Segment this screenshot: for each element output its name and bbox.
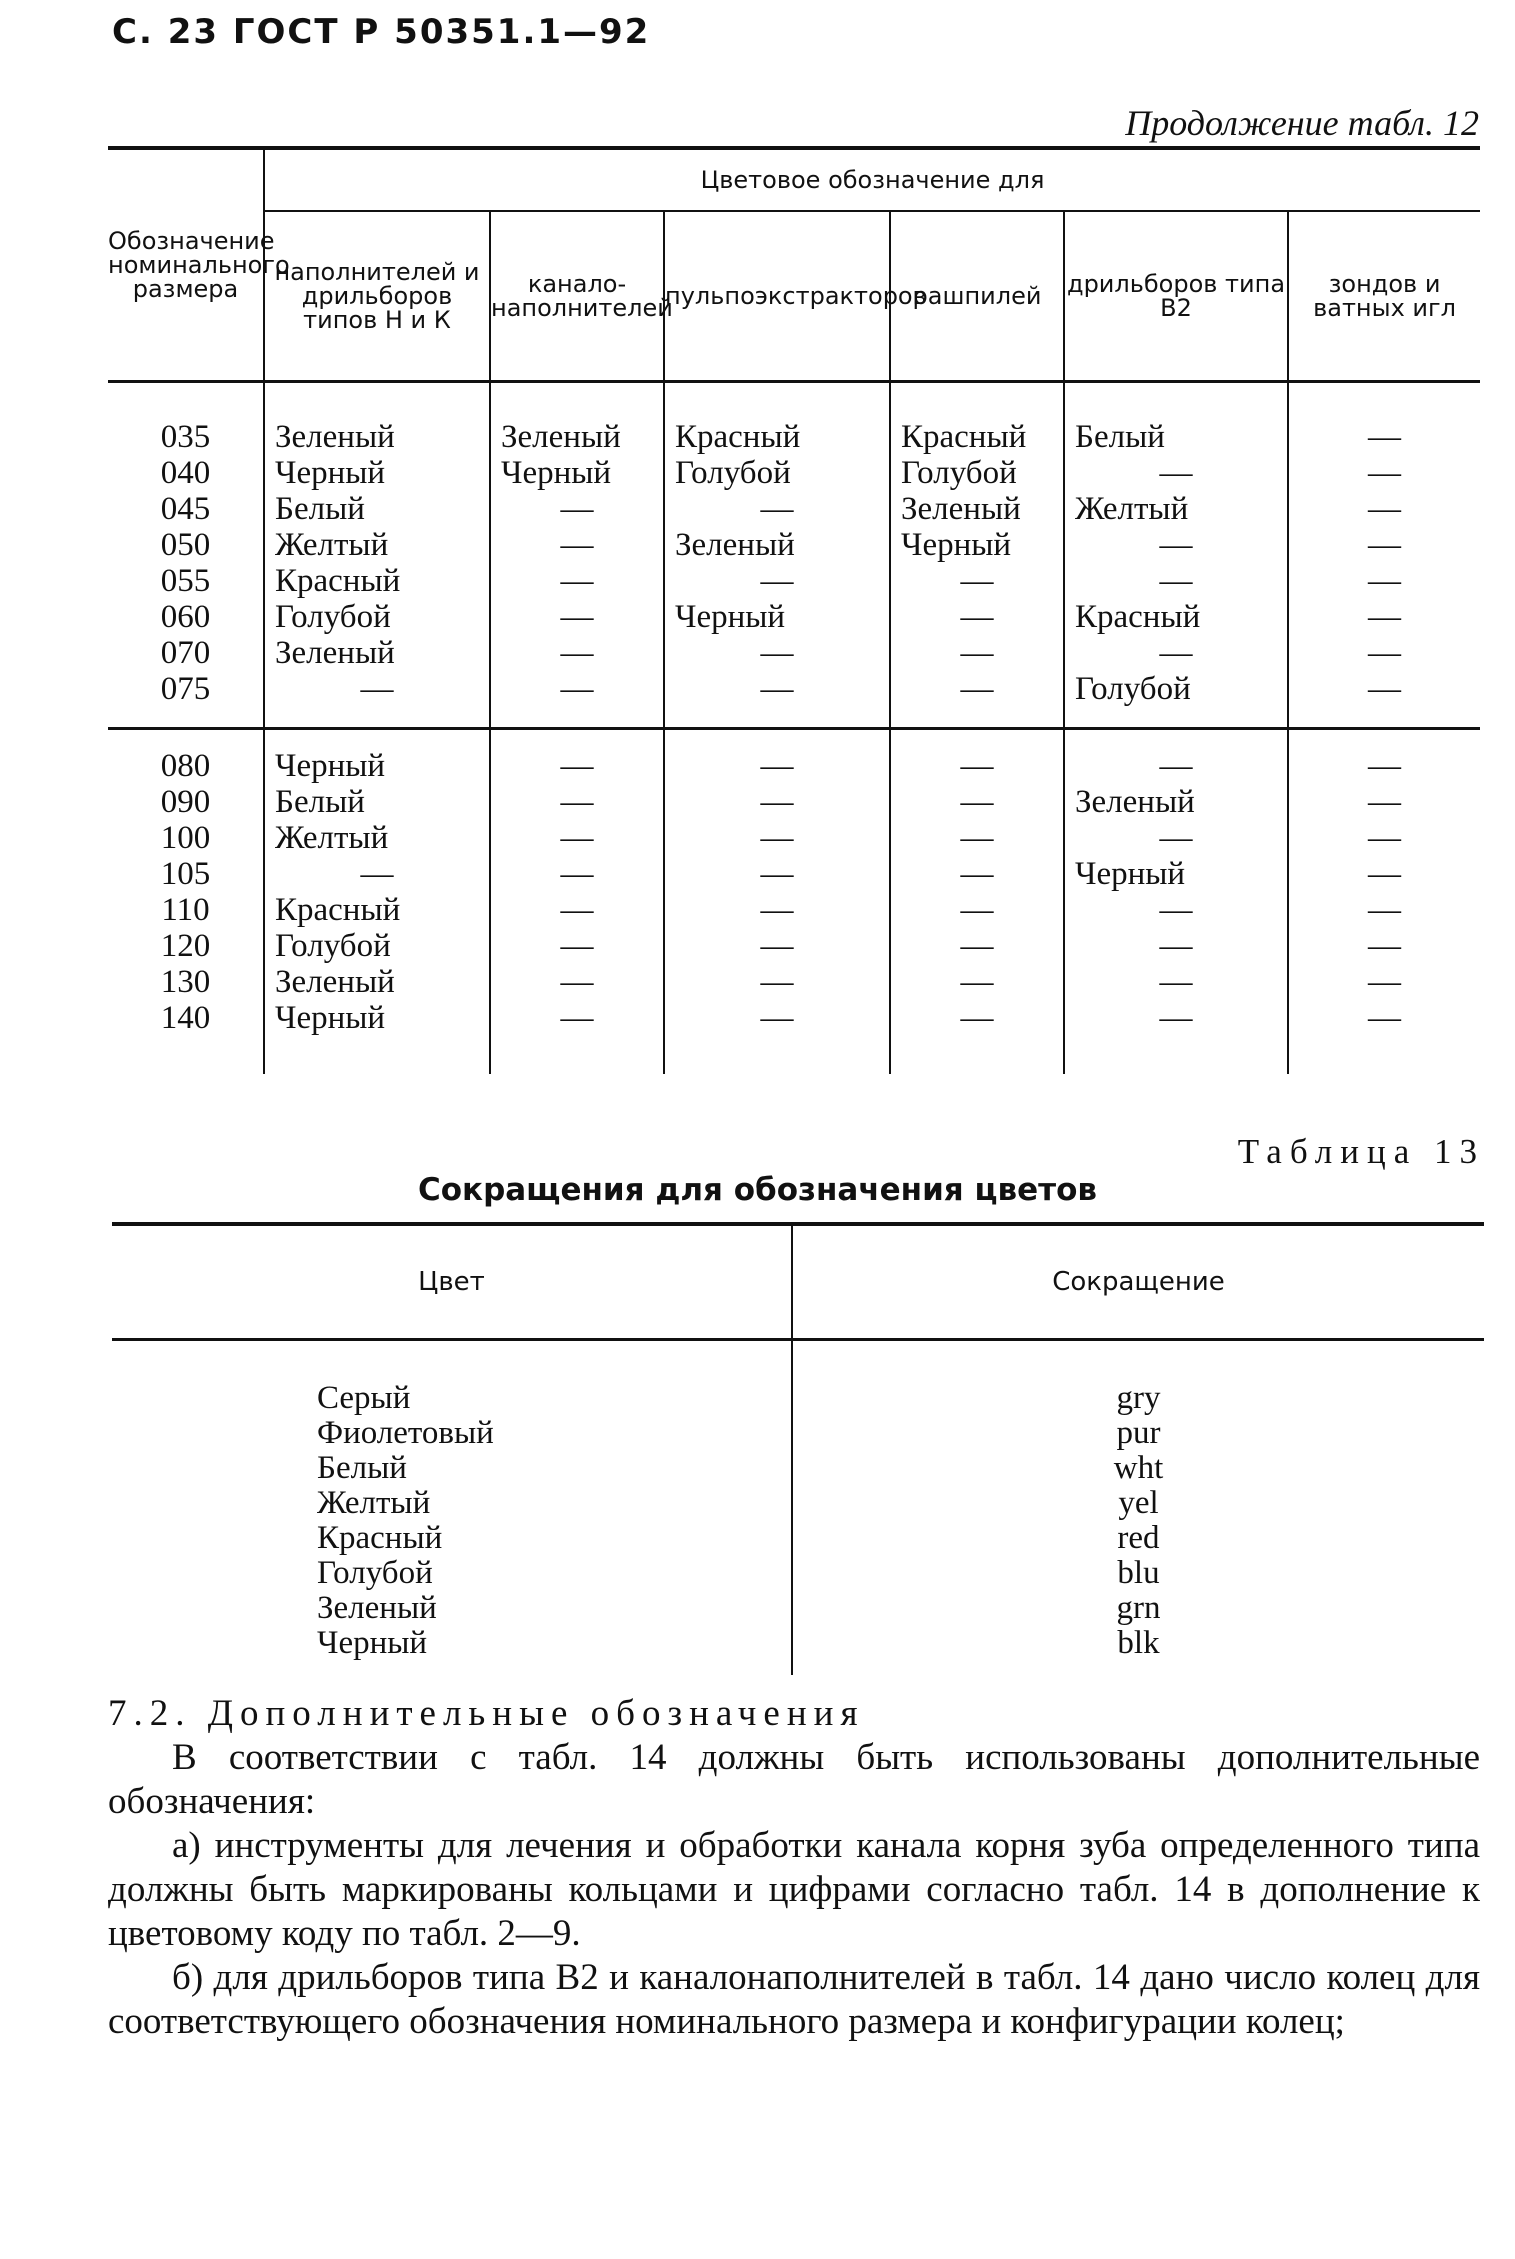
color-cell: Красный [264,892,490,928]
table-row [108,856,1480,892]
table-row [112,1556,1484,1591]
color-cell: Красный [664,382,890,456]
dash-cell: — [890,729,1064,785]
dash-cell: — [890,1000,1064,1074]
table-row [108,382,1480,456]
paragraph-intro: В соответствии с табл. 14 должны быть использованы дополнительные обозначения: [108,1737,1480,1822]
section-heading: 7.2. Дополнительные обозначения [108,1693,865,1734]
dash-cell: — [1064,455,1288,491]
table-12 [108,146,1480,1074]
dash-cell: — [490,892,664,928]
dash-cell: — [490,671,664,729]
table-12-group-2 [108,729,1480,1075]
dash-cell: — [490,599,664,635]
dash-cell: — [490,1000,664,1074]
color-cell: Красный [264,563,490,599]
color-cell: Голубой [264,928,490,964]
column-header: дрильборов типа В2 [1064,211,1288,382]
color-cell: Голубой [890,455,1064,491]
color-name-cell: Голубой [317,1555,433,1591]
size-cell: 130 [160,964,211,1000]
dash-cell: — [1288,671,1480,729]
dash-cell: — [490,527,664,563]
color-cell: Черный [264,729,490,785]
color-cell: Зеленый [490,382,664,456]
color-name-cell: Зеленый [317,1590,437,1626]
dash-cell: — [490,563,664,599]
dash-cell: — [664,892,890,928]
color-cell: Красный [890,382,1064,456]
color-cell: Зеленый [1064,784,1288,820]
dash-cell: — [890,856,1064,892]
dash-cell: — [890,820,1064,856]
size-cell: 050 [160,527,211,563]
color-cell: Желтый [264,820,490,856]
abbreviation-cell: gry [792,1340,1484,1417]
dash-cell: — [664,784,890,820]
color-name-cell: Желтый [317,1485,431,1521]
table-13 [112,1222,1484,1675]
color-name-cell: Фиолетовый [317,1415,494,1451]
color-name-cell: Серый [317,1380,411,1416]
size-cell: 040 [160,455,211,491]
table-row [108,671,1480,729]
column-header-abbreviation: Сокращение [792,1224,1484,1340]
dash-cell: — [1064,563,1288,599]
dash-cell: — [890,784,1064,820]
table-row [108,964,1480,1000]
size-cell: 075 [160,671,211,707]
dash-cell: — [664,563,890,599]
size-cell: 035 [160,419,211,455]
dash-cell: — [664,928,890,964]
abbreviation-cell: wht [792,1451,1484,1486]
size-cell: 140 [160,1000,211,1036]
color-cell: Черный [1064,856,1288,892]
dash-cell: — [1288,635,1480,671]
color-cell: Желтый [264,527,490,563]
color-cell: Желтый [1064,491,1288,527]
column-header: канало-наполнителей [490,211,664,382]
dash-cell: — [264,856,490,892]
table-12-group-1 [108,382,1480,729]
table-row [108,635,1480,671]
dash-cell: — [1288,491,1480,527]
dash-cell: — [1288,455,1480,491]
dash-cell: — [1288,820,1480,856]
table-row [112,1486,1484,1521]
abbreviation-cell: yel [792,1486,1484,1521]
color-cell: Черный [890,527,1064,563]
dash-cell: — [664,491,890,527]
table-row [112,1340,1484,1417]
dash-cell: — [1288,928,1480,964]
color-cell: Зеленый [264,964,490,1000]
dash-cell: — [490,856,664,892]
color-cell: Голубой [664,455,890,491]
abbreviation-cell: grn [792,1591,1484,1626]
dash-cell: — [890,563,1064,599]
size-cell: 090 [160,784,211,820]
size-column-header: Обозначение номинального размера [108,148,264,382]
dash-cell: — [1064,635,1288,671]
dash-cell: — [1288,382,1480,456]
dash-cell: — [664,729,890,785]
color-name-cell: Черный [317,1625,428,1661]
color-cell: Белый [264,491,490,527]
dash-cell: — [490,635,664,671]
column-header: зондов и ватных игл [1288,211,1480,382]
dash-cell: — [1064,928,1288,964]
table-row [108,1000,1480,1074]
paragraph-item-b: б) для дрильборов типа В2 и каналонаполнителей в табл. 14 дано число колец для соответствующего обозначения номинального размера и конфигурации колец; [108,1957,1480,2042]
abbreviation-cell: blu [792,1556,1484,1591]
color-cell: Черный [664,599,890,635]
dash-cell: — [890,599,1064,635]
dash-cell: — [490,784,664,820]
dash-cell: — [490,820,664,856]
table-row [108,599,1480,635]
size-cell: 060 [160,599,211,635]
color-group-header: Цветовое обозначение для [264,148,1480,211]
table-row [112,1591,1484,1626]
column-header: наполнителей и дрильборов типов Н и К [264,211,490,382]
dash-cell: — [1064,527,1288,563]
dash-cell: — [1288,784,1480,820]
paragraph-item-a: а) инструменты для лечения и обработки канала корня зуба определенного типа должны быть маркированы кольцами и цифрами согласно табл. 14 в дополнение к цветовому коду по табл. 2—9. [108,1825,1480,1954]
table-13-title: Сокращения для обозначения цветов [417,1172,1097,1208]
dash-cell: — [890,928,1064,964]
size-cell: 080 [108,729,264,785]
size-cell: 070 [160,635,211,671]
color-cell: Зеленый [264,382,490,456]
dash-cell: — [1064,820,1288,856]
dash-cell: — [890,635,1064,671]
color-cell: Черный [264,1000,490,1074]
dash-cell: — [664,820,890,856]
page-header: С. 23 ГОСТ Р 50351.1—92 [112,12,651,52]
table-row [112,1521,1484,1556]
abbreviation-cell: pur [792,1416,1484,1451]
color-cell: Черный [264,455,490,491]
dash-cell: — [664,671,890,729]
table-row [108,892,1480,928]
dash-cell: — [664,635,890,671]
abbreviation-cell: red [792,1521,1484,1556]
table-row [112,1416,1484,1451]
dash-cell: — [1064,729,1288,785]
dash-cell: — [1288,599,1480,635]
dash-cell: — [490,964,664,1000]
size-cell: 110 [161,892,210,928]
color-cell: Красный [1064,599,1288,635]
column-header: рашпилей [890,211,1064,382]
dash-cell: — [490,491,664,527]
color-cell: Зеленый [664,527,890,563]
color-cell: Белый [1064,382,1288,456]
dash-cell: — [1288,1000,1480,1074]
dash-cell: — [664,964,890,1000]
table-row [108,527,1480,563]
color-name-cell: Красный [317,1520,443,1556]
dash-cell: — [1288,856,1480,892]
color-cell: Белый [264,784,490,820]
table-row [108,729,1480,785]
table-row [108,455,1480,491]
table-row [108,784,1480,820]
abbreviation-cell: blk [792,1626,1484,1675]
dash-cell: — [1288,964,1480,1000]
dash-cell: — [1064,1000,1288,1074]
dash-cell: — [890,671,1064,729]
table-row [108,563,1480,599]
table-row [108,491,1480,527]
dash-cell: — [1064,892,1288,928]
color-cell: Черный [490,455,664,491]
size-cell: 120 [160,928,211,964]
size-cell: 105 [160,856,211,892]
dash-cell: — [890,964,1064,1000]
table-continuation-label: Продолжение табл. 12 [1125,103,1479,143]
dash-cell: — [1288,892,1480,928]
dash-cell: — [264,671,490,729]
section-text [108,1692,1480,2044]
dash-cell: — [664,856,890,892]
size-cell: 045 [160,491,211,527]
dash-cell: — [490,729,664,785]
color-cell: Голубой [1064,671,1288,729]
dash-cell: — [1288,563,1480,599]
dash-cell: — [1288,729,1480,785]
table-13-number: Таблица 13 [1237,1132,1485,1171]
dash-cell: — [1064,964,1288,1000]
column-header: пульпоэкстракторов [664,211,890,382]
size-cell: 100 [160,820,211,856]
column-header-color: Цвет [112,1224,792,1340]
color-cell: Зеленый [264,635,490,671]
size-cell: 055 [160,563,211,599]
dash-cell: — [490,928,664,964]
color-cell: Голубой [264,599,490,635]
color-cell: Зеленый [890,491,1064,527]
table-row [112,1451,1484,1486]
table-row [112,1626,1484,1675]
dash-cell: — [890,892,1064,928]
table-row [108,820,1480,856]
dash-cell: — [1288,527,1480,563]
table-row [108,928,1480,964]
color-name-cell: Белый [317,1450,407,1486]
dash-cell: — [664,1000,890,1074]
